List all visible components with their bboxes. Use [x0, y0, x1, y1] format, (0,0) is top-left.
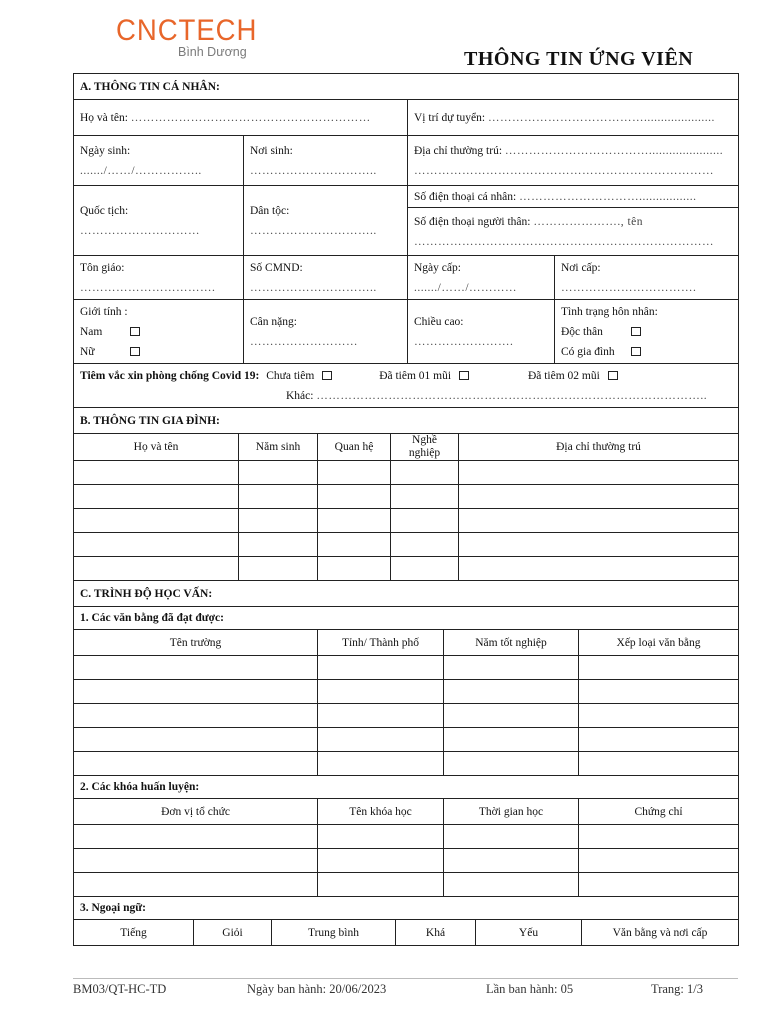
section-a-title: A. THÔNG TIN CÁ NHÂN:: [74, 74, 739, 100]
col-average: Trung bình: [272, 920, 396, 946]
education-table: [73, 580, 739, 920]
religion-field[interactable]: Tôn giáo: …………………………….: [74, 256, 244, 300]
table-row[interactable]: [74, 557, 739, 581]
page-title: THÔNG TIN ỨNG VIÊN: [464, 48, 694, 70]
col-good: Khá: [396, 920, 476, 946]
personal-info-table: [73, 73, 739, 408]
col-province: Tỉnh/ Thành phố: [318, 630, 444, 656]
col-occupation: Nghề nghiệp: [391, 434, 459, 461]
revision-number: Lần ban hành: 05: [486, 982, 574, 996]
table-row[interactable]: [74, 728, 739, 752]
address-field[interactable]: Địa chỉ thường trú: ………………………………...................... …………………………………………………………………: [408, 136, 739, 186]
logo-text: CNCTECH: [116, 14, 258, 47]
col-course-name: Tên khóa học: [318, 799, 444, 825]
logo-subtext: Bình Dương: [178, 45, 247, 59]
languages-table: [73, 919, 739, 946]
phone-field[interactable]: Số điện thoại cá nhân: ………………………….................: [408, 186, 739, 208]
married-checkbox[interactable]: [631, 347, 641, 356]
weight-field[interactable]: Cân nặng: ………………………: [244, 300, 408, 364]
col-language: Tiếng: [74, 920, 194, 946]
covid-one-dose-checkbox[interactable]: [459, 371, 469, 380]
nationality-field[interactable]: Quốc tịch: …………………………: [74, 186, 244, 256]
table-row[interactable]: [74, 752, 739, 776]
table-row[interactable]: [74, 485, 739, 509]
table-row[interactable]: [74, 656, 739, 680]
position-field[interactable]: Vị trí dự tuyển: ………………………………….....................: [408, 100, 739, 136]
table-row[interactable]: [74, 533, 739, 557]
table-row[interactable]: [74, 680, 739, 704]
issue-place-field[interactable]: Nơi cấp: …………………………….: [555, 256, 739, 300]
pob-field[interactable]: Nơi sinh: …………………………..: [244, 136, 408, 186]
candidate-form: [73, 73, 738, 946]
col-name: Họ và tên: [74, 434, 239, 461]
col-grad-year: Năm tốt nghiệp: [444, 630, 579, 656]
dob-field[interactable]: Ngày sinh: ......./……/……………..: [74, 136, 244, 186]
col-study-time: Thời gian học: [444, 799, 579, 825]
col-birth-year: Năm sinh: [239, 434, 318, 461]
name-field[interactable]: Họ và tên: ……………………………………………………: [74, 100, 408, 136]
single-checkbox[interactable]: [631, 327, 641, 336]
id-number-field[interactable]: Số CMND: …………………………..: [244, 256, 408, 300]
covid-vaccine-field: Tiêm vắc xin phòng chống Covid 19: Chưa tiêm Đã tiêm 01 mũi Đã tiêm 02 mũi Khác: ……………………………………………………………………………………..: [74, 364, 739, 408]
ethnicity-field[interactable]: Dân tộc: …………………………..: [244, 186, 408, 256]
table-row[interactable]: [74, 825, 739, 849]
languages-title: 3. Ngoại ngữ:: [74, 897, 739, 920]
table-row[interactable]: [74, 849, 739, 873]
gender-field: Giới tính : Nam Nữ: [74, 300, 244, 364]
section-c-title: C. TRÌNH ĐỘ HỌC VẤN:: [74, 581, 739, 607]
page-number: Trang: 1/3: [651, 982, 703, 996]
courses-title: 2. Các khóa huấn luyện:: [74, 776, 739, 799]
col-excellent: Giỏi: [194, 920, 272, 946]
company-logo: [116, 14, 270, 59]
marital-field: Tình trạng hôn nhân: Độc thân Có gia đình: [555, 300, 739, 364]
col-cert-place: Văn bằng và nơi cấp: [582, 920, 739, 946]
col-certificate: Chứng chỉ: [579, 799, 739, 825]
degrees-title: 1. Các văn bằng đã đạt được:: [74, 607, 739, 630]
male-checkbox[interactable]: [130, 327, 140, 336]
col-address: Địa chỉ thường trú: [459, 434, 739, 461]
section-b-title: B. THÔNG TIN GIA ĐÌNH:: [74, 408, 739, 434]
col-weak: Yếu: [476, 920, 582, 946]
footer-divider: [73, 978, 738, 979]
relative-phone-field[interactable]: Số điện thoại người thân: …………………., tên …………………………………………………………………: [408, 208, 739, 256]
family-info-table: [73, 407, 739, 581]
issued-date: Ngày ban hành: 20/06/2023: [247, 982, 387, 996]
col-organizer: Đơn vị tổ chức: [74, 799, 318, 825]
table-row[interactable]: [74, 704, 739, 728]
issue-date-field[interactable]: Ngày cấp: ......./……/…………: [408, 256, 555, 300]
col-relation: Quan hệ: [318, 434, 391, 461]
table-row[interactable]: [74, 509, 739, 533]
height-field[interactable]: Chiều cao: …………………….: [408, 300, 555, 364]
table-row[interactable]: [74, 873, 739, 897]
col-degree-rank: Xếp loại văn bằng: [579, 630, 739, 656]
col-school: Tên trường: [74, 630, 318, 656]
covid-none-checkbox[interactable]: [322, 371, 332, 380]
covid-two-dose-checkbox[interactable]: [608, 371, 618, 380]
form-code: BM03/QT-HC-TD: [73, 982, 167, 996]
female-checkbox[interactable]: [130, 347, 140, 356]
table-row[interactable]: [74, 461, 739, 485]
